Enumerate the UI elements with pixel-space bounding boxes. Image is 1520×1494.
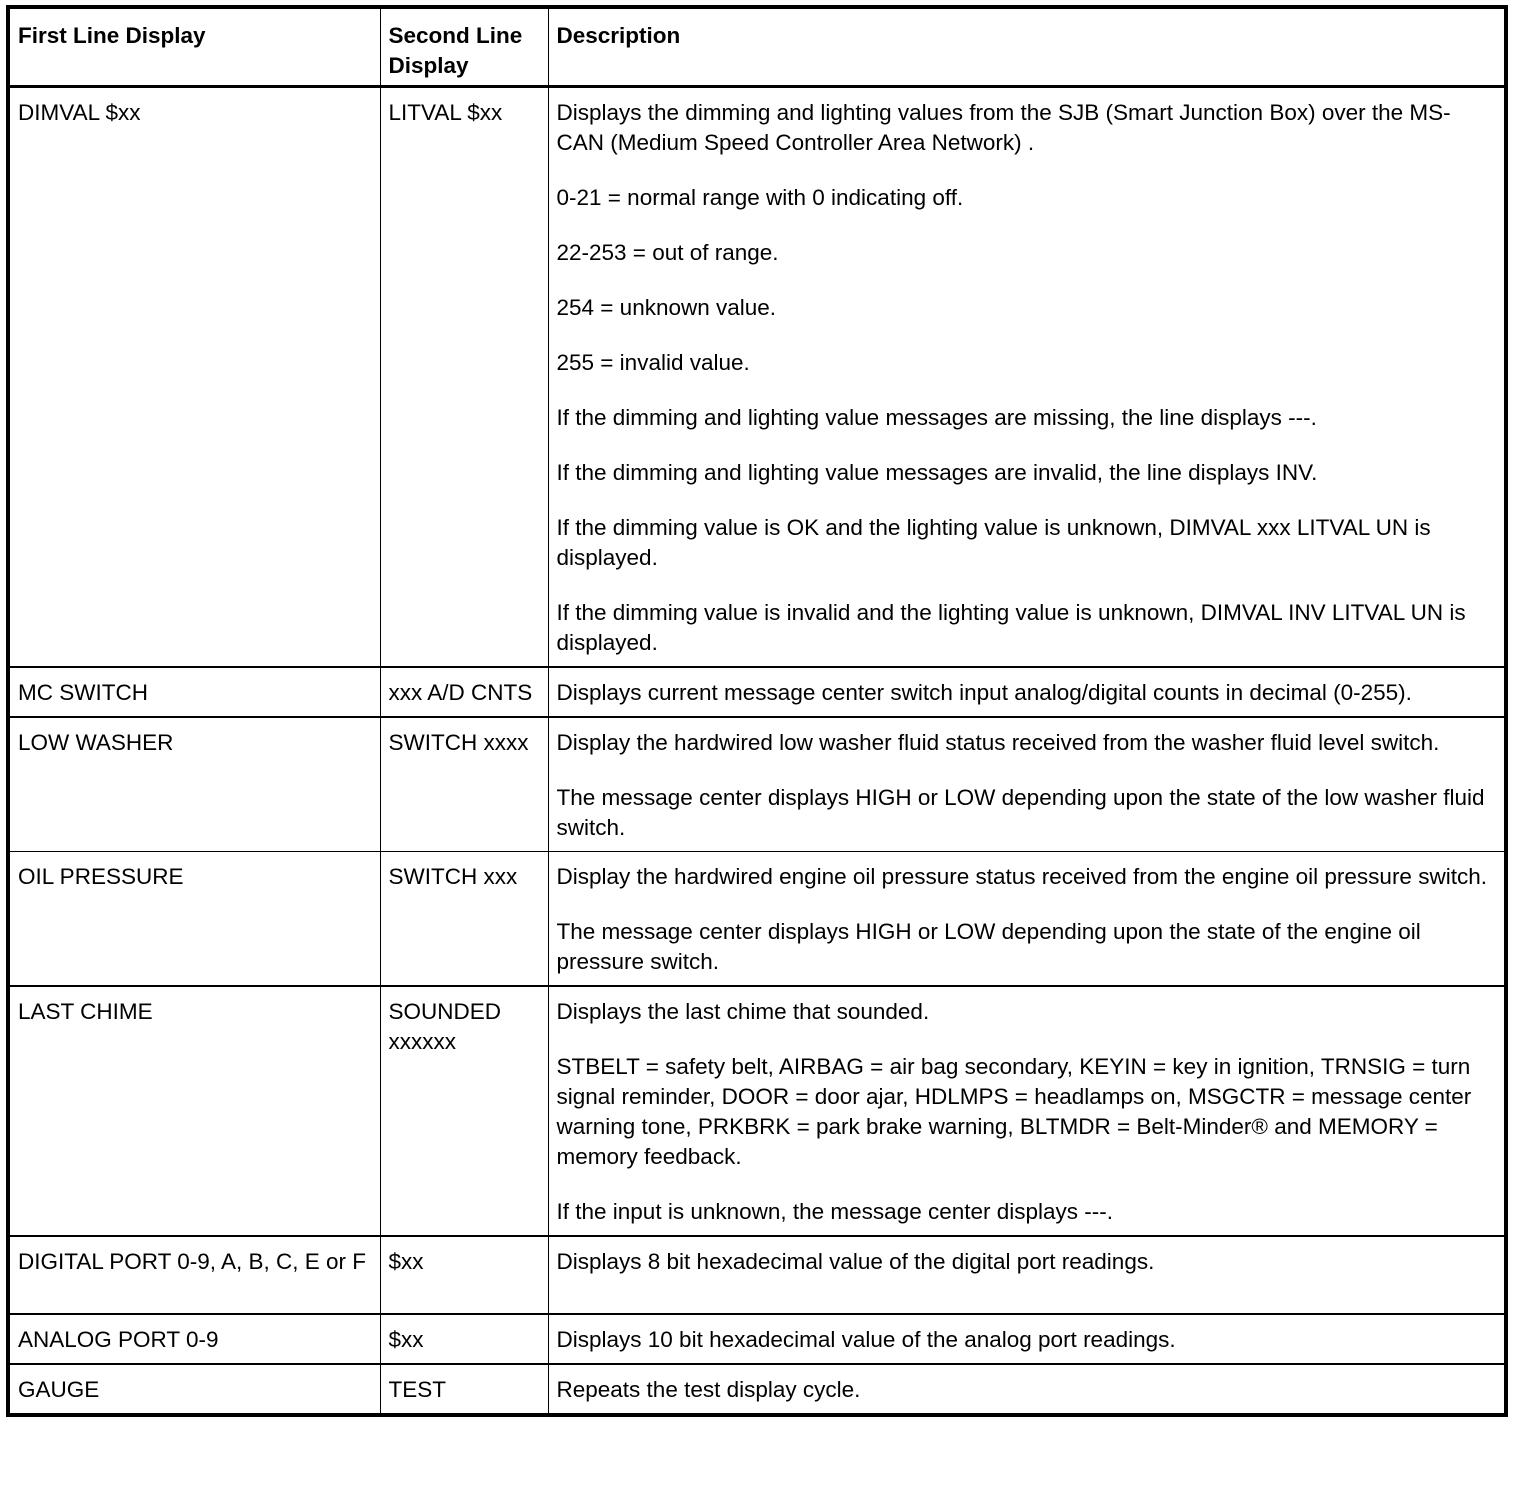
description-cell: [548, 87, 1506, 668]
second-line-cell: SWITCH xxx: [380, 852, 548, 987]
description-paragraph: Displays the last chime that sounded.: [556, 999, 930, 1024]
description-cell: [548, 1236, 1506, 1314]
table-row: [8, 986, 1506, 1236]
first-line-cell: OIL PRESSURE: [8, 852, 380, 987]
description-paragraph: 254 = unknown value.: [556, 295, 777, 320]
description-paragraph: If the dimming value is invalid and the lighting value is unknown, DIMVAL INV LITVAL UN is displayed.: [556, 600, 1466, 655]
first-line-cell: MC SWITCH: [8, 667, 380, 717]
description-paragraph: Displays 8 bit hexadecimal value of the digital port readings.: [556, 1249, 1155, 1274]
table-row: [8, 717, 1506, 852]
description-paragraph: The message center displays HIGH or LOW depending upon the state of the low washer fluid switch.: [556, 785, 1485, 840]
description-paragraph: Displays 10 bit hexadecimal value of the analog port readings.: [556, 1327, 1176, 1352]
message-center-display-table: [6, 5, 1508, 1417]
first-line-cell: GAUGE: [8, 1364, 380, 1415]
description-paragraph: Displays current message center switch input analog/digital counts in decimal (0-255).: [556, 680, 1412, 705]
header-description: Description: [548, 7, 1506, 87]
second-line-cell: SOUNDED xxxxxx: [380, 986, 548, 1236]
description-cell: [548, 986, 1506, 1236]
description-cell: [548, 852, 1506, 987]
second-line-cell: LITVAL $xx: [380, 87, 548, 668]
second-line-cell: $xx: [380, 1236, 548, 1314]
description-cell: [548, 667, 1506, 717]
description-paragraph: 255 = invalid value.: [556, 350, 750, 375]
description-paragraph: STBELT = safety belt, AIRBAG = air bag secondary, KEYIN = key in ignition, TRNSIG = turn signal reminder, DOOR = door ajar, HDLMPS = headlamps on, MSGCTR = message center warning tone, PRKBRK = park brake warning, BLTMDR = Belt-Minder® and MEMORY = memory feedback.: [556, 1054, 1472, 1169]
description-paragraph: Displays the dimming and lighting values from the SJB (Smart Junction Box) over the MS-CAN (Medium Speed Controller Area Network) .: [556, 100, 1451, 155]
second-line-cell: $xx: [380, 1314, 548, 1364]
table-row: [8, 1314, 1506, 1364]
description-paragraph: If the dimming value is OK and the lighting value is unknown, DIMVAL xxx LITVAL UN is displayed.: [556, 515, 1431, 570]
description-paragraph: Display the hardwired engine oil pressure status received from the engine oil pressure switch.: [556, 864, 1487, 889]
description-paragraph: If the dimming and lighting value messages are invalid, the line displays INV.: [556, 460, 1318, 485]
table-row: [8, 852, 1506, 987]
second-line-cell: SWITCH xxxx: [380, 717, 548, 852]
table-row: [8, 87, 1506, 668]
table-row: [8, 1236, 1506, 1314]
description-cell: [548, 717, 1506, 852]
first-line-cell: DIMVAL $xx: [8, 87, 380, 668]
second-line-cell: TEST: [380, 1364, 548, 1415]
table-header-row: [8, 7, 1506, 87]
description-paragraph: The message center displays HIGH or LOW depending upon the state of the engine oil pressure switch.: [556, 919, 1421, 974]
first-line-cell: DIGITAL PORT 0-9, A, B, C, E or F: [8, 1236, 380, 1314]
description-cell: [548, 1364, 1506, 1415]
header-first-line-display: First Line Display: [8, 7, 380, 87]
first-line-cell: LAST CHIME: [8, 986, 380, 1236]
description-paragraph: Repeats the test display cycle.: [556, 1377, 861, 1402]
description-paragraph: 0-21 = normal range with 0 indicating off.: [556, 185, 964, 210]
description-paragraph: 22-253 = out of range.: [556, 240, 779, 265]
description-cell: [548, 1314, 1506, 1364]
header-second-line-display: Second Line Display: [380, 7, 548, 87]
first-line-cell: LOW WASHER: [8, 717, 380, 852]
description-paragraph: If the dimming and lighting value messages are missing, the line displays ---.: [556, 405, 1317, 430]
second-line-cell: xxx A/D CNTS: [380, 667, 548, 717]
description-paragraph: If the input is unknown, the message center displays ---.: [556, 1199, 1114, 1224]
table-row: [8, 667, 1506, 717]
description-paragraph: Display the hardwired low washer fluid status received from the washer fluid level switch.: [556, 730, 1440, 755]
table-row: [8, 1364, 1506, 1415]
first-line-cell: ANALOG PORT 0-9: [8, 1314, 380, 1364]
